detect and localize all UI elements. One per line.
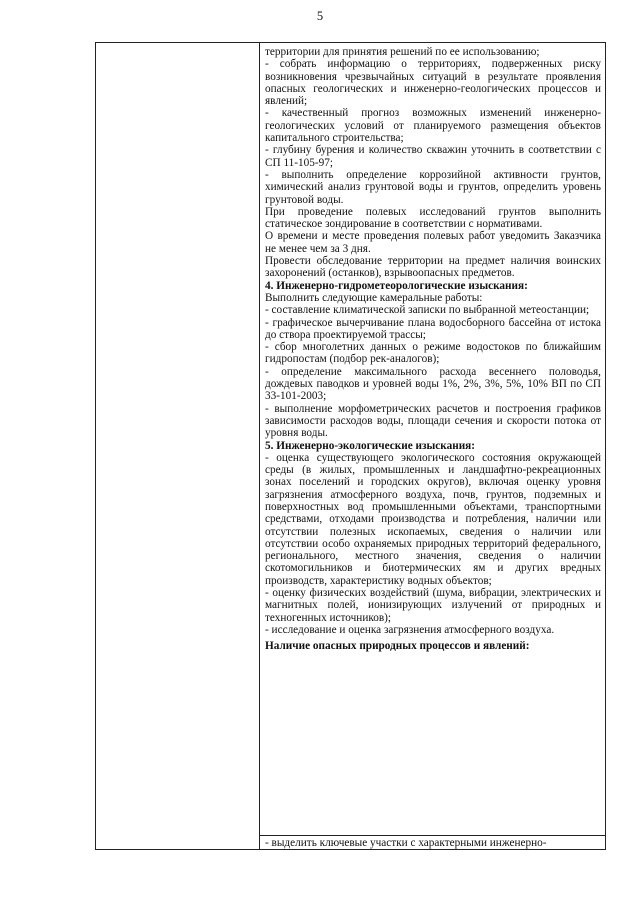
table-cell-right-continuation xyxy=(260,835,606,849)
section-heading: Наличие опасных природных процессов и явлений: xyxy=(265,640,530,653)
paragraph: - определение максимального расхода весеннего половодья, дождевых паводков и уровней воды 1%, 2%, 3%, 5%, 10% ВП по СП 33-101-2003; xyxy=(265,365,601,403)
cell-text-block xyxy=(260,836,605,849)
section-heading: 5. Инженерно-экологические изыскания: xyxy=(265,439,476,452)
table-cell-right xyxy=(260,43,606,836)
paragraph: Провести обследование территории на предмет наличия воинских захоронений (останков), взрывоопасных предметов. xyxy=(265,255,601,280)
paragraph: - выделить ключевые участки с характерными инженерно- xyxy=(265,836,547,849)
paragraph: - графическое вычерчивание плана водосборного бассейна от истока до створа проектируемой трассы; xyxy=(265,316,601,341)
table-cell-left-empty xyxy=(96,43,260,850)
page-number: 5 xyxy=(316,9,324,23)
requirements-table xyxy=(95,42,606,850)
paragraph: - сбор многолетних данных о режиме водостоков по ближайшим гидропостам (подбор рек-аналогов); xyxy=(265,341,601,366)
paragraph: - оценку физических воздействий (шума, вибрации, электрических и магнитных полей, ионизирующих излучений от природных и техногенных источников); xyxy=(265,587,601,624)
paragraph: О времени и месте проведения полевых работ уведомить Заказчика не менее чем за 3 дня. xyxy=(265,230,601,255)
paragraph: - выполнить определение коррозийной активности грунтов, химический анализ грунтовой воды и грунтов, определить уровень грунтовой воды. xyxy=(265,168,601,206)
paragraph: - оценка существующего экологического состояния окружающей среды (в жилых, промышленных и ландшафтно-рекреационных зонах поселений и городских округов), включая оценку уровня загрязнения атмосферного воздуха, почв, грунтов, подземных и поверхностных вод промышленными объектами, транспортными средствами, отходами производства и потребления, наличии или отсутствии полезных ископаемых, сведения о наличии или отсутствии особо охраняемых природных территорий федерального, регионального, местного значения, сведения о наличии скотомогильников и биотермических ям и других вредных производств, характеристику водных объектов; xyxy=(265,451,601,587)
paragraph: - глубину бурения и количество скважин уточнить в соответствии с СП 11-105-97; xyxy=(265,144,601,169)
cell-text-block xyxy=(260,43,605,653)
paragraph: При проведение полевых исследований грунтов выполнить статическое зондирование в соответствии с нормативами. xyxy=(265,205,601,231)
paragraph: Выполнить следующие камеральные работы: xyxy=(265,291,483,304)
table-row xyxy=(96,43,606,836)
paragraph: - составление климатической записки по выбранной метеостанции; xyxy=(265,304,590,317)
paragraph: - качественный прогноз возможных изменений инженерно-геологических условий от планируемого размещения объектов капитального строительства; xyxy=(265,107,601,145)
paragraph: - собрать информацию о территориях, подверженных риску возникновения чрезвычайных ситуаций в результате проявления опасных геологических и инженерно-геологических процессов и явлений; xyxy=(265,58,601,108)
paragraph: территории для принятия решений по ее использованию; xyxy=(265,46,540,58)
section-heading: 4. Инженерно-гидрометеорологические изыскания: xyxy=(265,279,528,292)
paragraph: - выполнение морфометрических расчетов и построения графиков зависимости расходов воды, площади сечения и скорости потока от уровня воды. xyxy=(265,402,601,440)
paragraph: - исследование и оценка загрязнения атмосферного воздуха. xyxy=(265,623,555,636)
